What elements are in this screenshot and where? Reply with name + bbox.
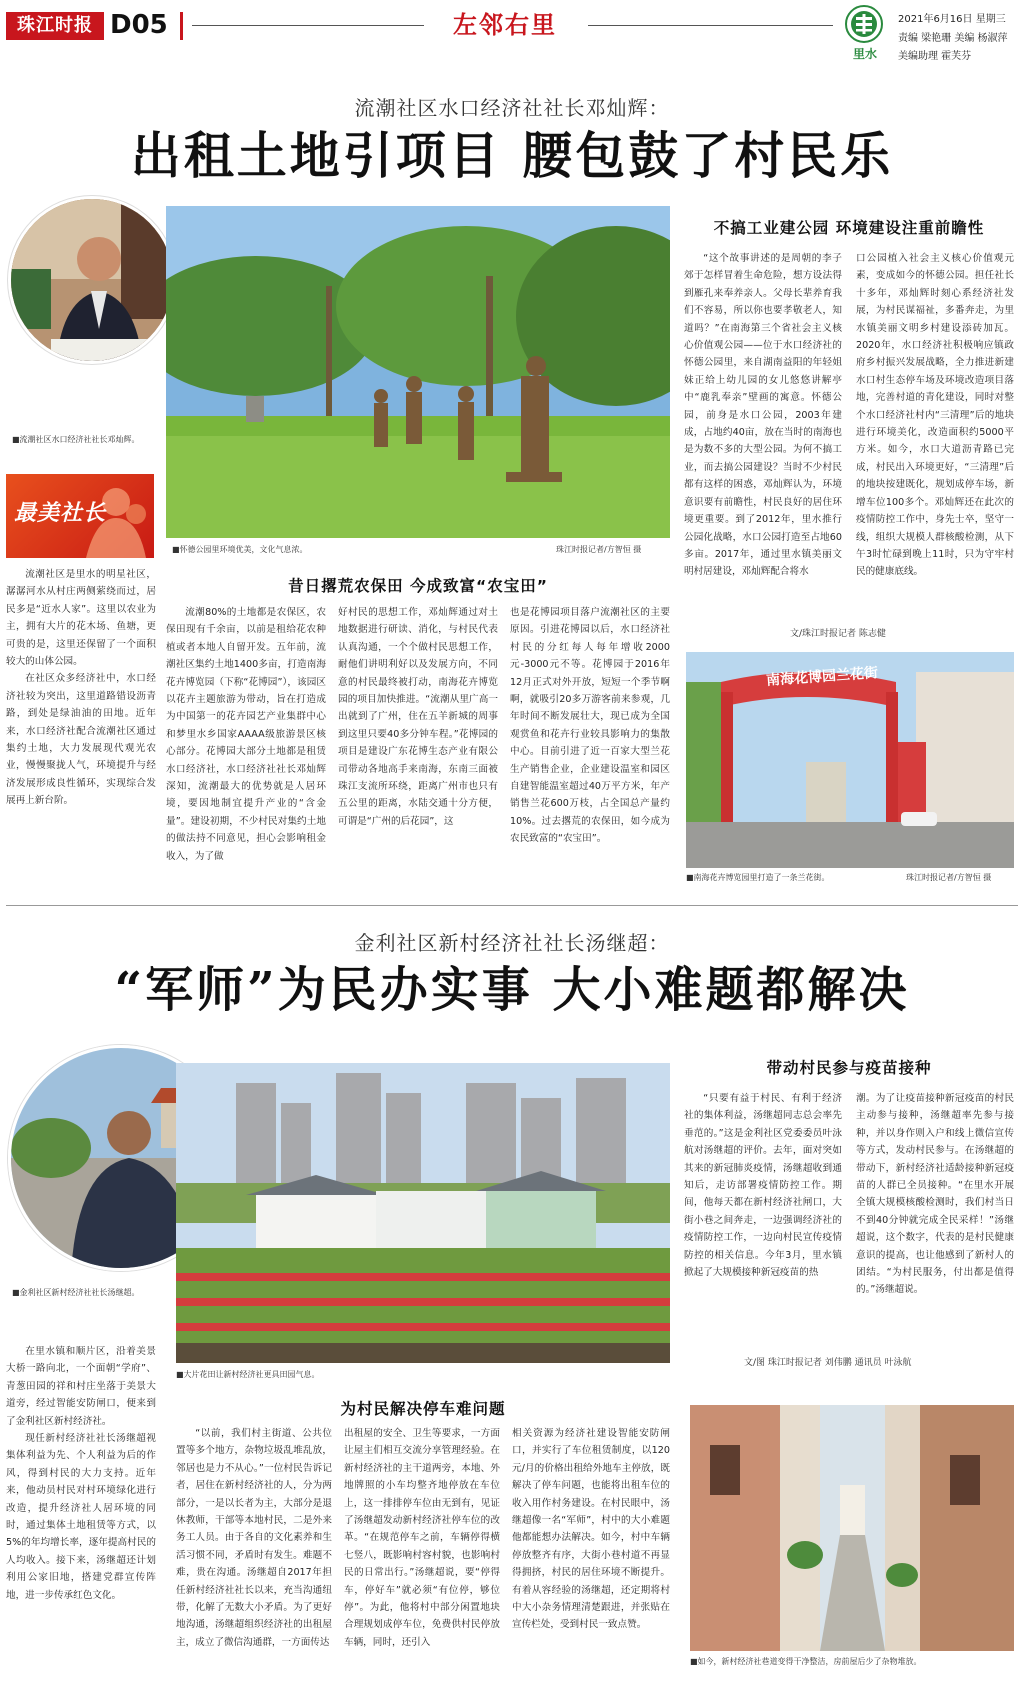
story1-portrait bbox=[8, 196, 176, 364]
story2-section2-col2: 出租屋的安全、卫生等要求，一方面让屋主们相互交流分享管理经验。在新村经济社的主干道两旁，本地、外地牌照的小车均整齐地停放在车位上，这一排排停车位由无到有，见证了汤继超发动新村经济社停车位的改革。“在规范停车之前，车辆停得横七竖八，既影响村容村貌，也影响村民的日常出行。”汤继超说，要“停得车，停好车”就必须“有位停，够位停”。为此，他将村中部分闲置地块合理规划成停车位，免费供村民停放车辆，同时，还引入 bbox=[344, 1428, 500, 1648]
section-title: 左邻右里 bbox=[453, 11, 557, 39]
story2-kicker: 金利社区新村经济社社长汤继超： bbox=[354, 931, 670, 955]
story2-main-photo bbox=[176, 1063, 670, 1363]
date-line: 2021年6月16日 星期三 bbox=[898, 14, 1006, 25]
story1-section2-col2: 口公园植入社会主义核心价值观元素，变成如今的怀德公园。担任社长十多年，邓灿辉时刻心系经济社发展，为村民谋福祉，多番奔走，为里水镇美丽文明乡村建设添砖加瓦。2020年，水口经济社积极响应镇政府乡村振兴发展战略，全力推进新建水口村生态停车场及环境改造项目落地，完善村道的青化建设，同时对整个水口经济社村内“三清理”后的地块进行环境美化，改造面积约5000平方米。如今，水口大道沥青路已完成，村民出入环境更好，“三清理”后的地块按建既化，规划成停车场，新增车位100多个。邓灿辉还在此次的疫情防控工作中，身先士卒，坚守一线，组织大规模人群核酸检测，从下午3时忙碌到晚上11时，只为守牢村民的健康底线。 bbox=[856, 253, 1014, 578]
story2-section2-col1: “以前，我们村主街道、公共位置等多个地方，杂物垃圾乱堆乱放，邻居也是力不从心。”一位村民告诉记者，居住在新村经济社的人，分为两部分，一是以长者为主，大部分是退休教师，干部等本地村民，二是外来务工人员。由于各自的文化素养和生活习惯不同，矛盾时有发生。难题不难，贵在沟通。汤继超自2017年担任新村经济社社长以来，充当沟通纽带，化解了无数大小矛盾。为了更好地沟通，汤继超组织经济社的出租屋主，成立了微信沟通群，一方面传达 bbox=[176, 1428, 332, 1648]
story1-section1-col1: 流潮80%的土地都是农保区，农保田现有千余亩，以前是租给花农种植或者本地人自留开发。五年前，流潮社区集约土地1400多亩，打造南海花卉博览园（下称“花博园”），该园区以花卉主题旅游为带动，旨在打造成为中国第一的花卉园艺产业集群中心和梦里水乡国家AAAA级旅游景区核心部分。花博园大部分土地都是租赁水口经济社，水口经济社社长邓灿辉深知，流潮最大的优势就是人居环境，要因地制宜提升产业的“含金量”。建设初期，不少村民对集约土地的做法持不同意见，担心会影响租金收入，为了做 bbox=[166, 607, 326, 862]
page-number: D05 bbox=[110, 10, 168, 40]
story1-street-caption: ■南海花卉博览园里打造了一条兰花街。 bbox=[686, 873, 830, 882]
story2-main-photo-caption: ■大片花田让新村经济社更具田园气息。 bbox=[176, 1370, 320, 1379]
story1-section2-title: 不搞工业建公园 环境建设注重前瞻性 bbox=[713, 219, 985, 237]
editors-line: 责编 梁艳珊 美编 杨淑萍 bbox=[898, 33, 1008, 44]
masthead-rule-right bbox=[588, 25, 833, 26]
story1-headline: 出租土地引项目 腰包鼓了村民乐 bbox=[130, 126, 894, 185]
best-leader-badge bbox=[6, 474, 154, 558]
story2-alley-caption: ■如今，新村经济社巷道变得干净整洁，房前屋后少了杂物堆放。 bbox=[690, 1657, 922, 1666]
paper-name: 珠江时报 bbox=[17, 15, 93, 36]
story1-intro-p1: 流潮社区是里水的明星社区，潺潺河水从村庄两侧萦绕而过，居民多是“近水人家”。这里以农业为主，拥有大片的花木场、鱼塘，更可贵的是，这里还保留了一个面积较大的山体公园。 bbox=[6, 569, 156, 668]
story2-section1-col1: “只要有益于村民、有利于经济社的集体利益，汤继超同志总会率先垂范的。”这是金利社区党委委员叶泳航对汤继超的评价。去年，面对突如其来的新冠肺炎疫情，汤继超收到通知后，走访部署疫情防控工作。期间，他每天都在新村经济社闸口，大街小巷之间奔走，一边强调经济社的疫情防控工作，一边向村民宣传疫情防控的相关信息。今年3月，里水镇掀起了大规模接种新冠疫苗的热 bbox=[684, 1093, 842, 1279]
story1-intro-p2: 在社区众多经济社中，水口经济社较为突出，这里道路错设沥青路，到处是绿油油的田地。近年来，水口经济社配合流潮社区通过集约土地，大力发展现代观光农业，慢慢聚拢人气，环境提升与经济发展形成良性循环，实现综合发展再上新台阶。 bbox=[6, 673, 156, 807]
story2-portrait-caption: ■金利社区新村经济社社长汤继超。 bbox=[12, 1288, 140, 1297]
story1-main-photo bbox=[166, 206, 670, 538]
lishui-emblem bbox=[845, 5, 883, 43]
masthead-red-tick bbox=[180, 12, 183, 40]
story1-kicker: 流潮社区水口经济社社长邓灿辉： bbox=[354, 96, 670, 120]
street-sign-text: 南海花博园兰花街 bbox=[765, 665, 879, 689]
emblem-text: 里水 bbox=[852, 47, 877, 61]
story1-main-photo-caption: ■怀德公园里环境优美，文化气息浓。 bbox=[172, 545, 308, 554]
story1-main-photo-credit: 珠江时报记者/方智恒 摄 bbox=[556, 545, 642, 554]
story2-headline: “军师”为民办实事 大小难题都解决 bbox=[114, 962, 910, 1018]
story1-portrait-caption: ■流潮社区水口经济社社长邓灿辉。 bbox=[12, 435, 140, 444]
story2-section1-col2: 潮。为了让疫苗接种新冠疫苗的村民主动参与接种，汤继超率先参与接种，并以身作则入户和线上微信宣传等方式，发动村民参与。在汤继超的带动下，新村经济社适龄接种新冠疫苗的人群已全员接种。“在里水开展全镇大规模核酸检测时，我们村当日不到40分钟就完成全民采样！”汤继超说，这个数字，代表的是村民健康意识的提高，也让他感到了新村人的团结。“为村民服务，付出都是值得的。”汤继超说。 bbox=[856, 1093, 1014, 1296]
story2-intro bbox=[6, 1343, 156, 1673]
masthead-rule-left bbox=[192, 25, 424, 26]
story1-section1-title: 昔日撂荒农保田 今成致富“农宝田” bbox=[288, 577, 548, 595]
story2-section1-byline: 文/图 珠江时报记者 刘伟鹏 通讯员 叶泳航 bbox=[744, 1358, 912, 1368]
story1-street-photo bbox=[686, 652, 1014, 868]
badge-text: 最美社长 bbox=[14, 501, 107, 526]
story2-section2-title: 为村民解决停车难问题 bbox=[340, 1400, 506, 1418]
story2-section2-col3: 相关资源为经济社建设智能安防闸口，并实行了车位租赁制度，以120元/月的价格出租给外地车主停放，既解决了停车问题，也能将出租车位的收入用作村务建设。在村民眼中，汤继超像一名“军师”，村中的大小难题他都能想办法解决。如今，村中车辆停放整齐有序，大街小巷村道不再显得拥挤，村民的居住环境不断提升。有着从容经验的汤继超，还定期将村中大小杂务情理清楚跟进，并张贴在宣传栏处，受到村民一致点赞。 bbox=[512, 1428, 670, 1631]
story1-section1-col3: 也是花博园项目落户流潮社区的主要原因。引进花博园以后，水口经济社村民的分红每人每年增收2000元-3000元不等。花博园于2016年12月正式对外开放，短短一个季节啊啊，就吸引20多万游客前来参观，几年时间不断发展壮大，现已成为全国观赏鱼和花卉行业较具影响力的集散中心。目前引进了近一百家大型兰花生产销售企业，企业建设温室和园区自建智能温室超过40万平方米，年产销售兰花600万枝，占全国总产量约10%。过去撂荒的农保田，如今成为农民致富的“农宝田”。 bbox=[510, 607, 670, 845]
story2-alley-photo bbox=[690, 1405, 1014, 1651]
story1-section1-col2: 好村民的思想工作，邓灿辉通过对土地数据进行研读、消化，与村民代表认真沟通，一个个做村民思想工作，耐他们讲明利好以及发展方向，不同意的村民最终被打动，南海花卉博览园的项目加快推进。“流潮从里广高一出就到了广州，住在五羊新城的周事到这里只要40多分钟车程。”花博园的项目是建设广东花博生态产业有限公司带动各地高手来南海，东南三面被珠江支流所环绕，距离广州市也只有五公里的距离，水陆交通十分方便，可谓是“广州的后花园”，这 bbox=[338, 607, 498, 827]
story1-intro bbox=[6, 566, 156, 866]
story1-section2-byline: 文/珠江时报记者 陈志健 bbox=[790, 629, 886, 639]
story2-section1-title: 带动村民参与疫苗接种 bbox=[766, 1059, 932, 1077]
assistant-line: 美编助理 霍芙芬 bbox=[898, 51, 972, 62]
story-divider bbox=[6, 905, 1018, 906]
masthead bbox=[0, 0, 1024, 60]
paper-logo bbox=[6, 12, 104, 40]
story2-intro-p2: 现任新村经济社社长汤继超视集体利益为先、个人利益为后的作风，得到村民的大力支持。近年来，他动员村民对村环境绿化进行改造，提升经济社人居环境的同时，通过集体土地租赁等方式，以5%的年均增长率，逐年提高村民的人均收入。接下来，汤继超还计划利用公家旧地，搭建党群宣传阵地，进一步传承红色文化。 bbox=[6, 1433, 156, 1601]
story1-section2-col1: “这个故事讲述的是周朝的李子郊于怎样冒着生命危险，想方设法得到雁孔来奉养亲人。父母长辈养育我们不容易，所以你也要孝敬老人，知道吗？”在南海第三个省社会主义核心价值观公园——位于水口经济社的怀德公园里，来自湖南益阳的年轻姐妹正给上幼儿园的女儿悠悠讲解亭中“鹿乳奉亲”壁画的寓意。怀德公园，前身是水口公园，2003年建成，占地约40亩，放在当时的南海也是为数不多的大型公园。为何不搞工业，而去搞公园建设？当时不少村民都有这样的困惑，邓灿辉认为，环境意识要有前瞻性，村民良好的居住环境更重要。到了2012年，里水推行公园化战略，水口公园打造至占地60多亩。2017年，通过里水镇美丽文明村居建设，邓灿辉配合将水 bbox=[684, 253, 842, 578]
story1-street-credit: 珠江时报记者/方智恒 摄 bbox=[906, 873, 992, 882]
story2-intro-p1: 在里水镇和顺片区，沿着美景大桥一路向北，一个面朝“学府”、青葱田园的祥和村庄坐落于美景大道旁，经过智能安防闸口，便来到了金利社区新村经济社。 bbox=[6, 1346, 156, 1427]
